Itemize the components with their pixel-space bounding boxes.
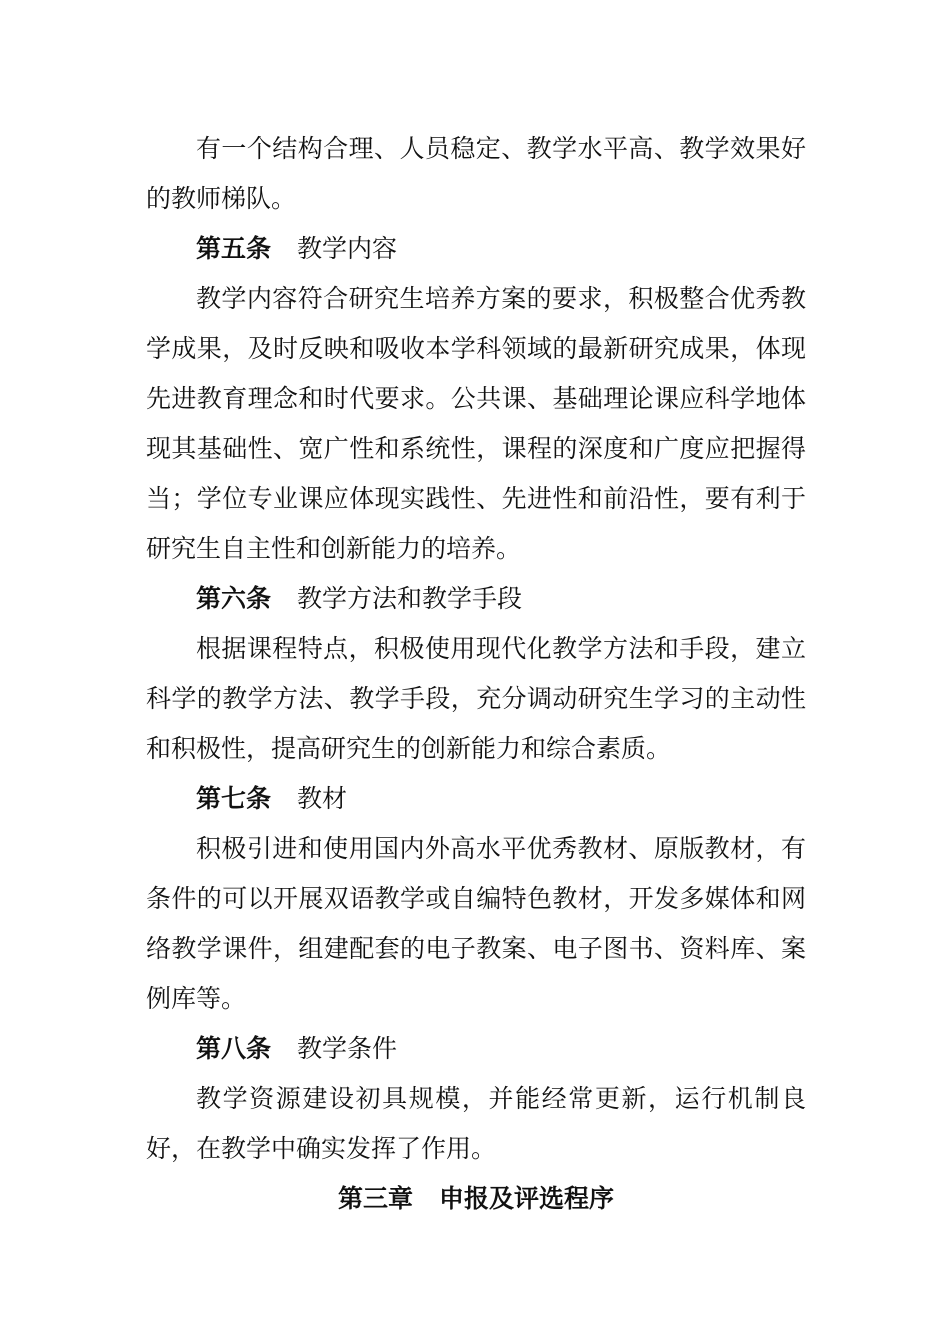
article-5-heading: [146, 224, 806, 274]
article-7-title: 教材: [297, 784, 348, 813]
article-6-title: 教学方法和教学手段: [297, 584, 523, 613]
chapter-3-title: 申报及评选程序: [439, 1184, 615, 1213]
paragraph-teacher-team: 有一个结构合理、人员稳定、教学水平高、教学效果好的教师梯队。: [146, 134, 806, 213]
paragraph-textbooks: 积极引进和使用国内外高水平优秀教材、原版教材，有条件的可以开展双语教学或自编特色教材，开发多媒体和网络教学课件，组建配套的电子教案、电子图书、资料库、案例库等。: [146, 834, 806, 1013]
article-5-number: 第五条: [196, 234, 272, 263]
paragraph-teaching-conditions: 教学资源建设初具规模，并能经常更新，运行机制良好，在教学中确实发挥了作用。: [146, 1084, 806, 1163]
chapter-3-number: 第三章: [337, 1184, 413, 1213]
article-8-heading: [146, 1024, 806, 1074]
article-6-heading: [146, 574, 806, 624]
article-8-number: 第八条: [196, 1034, 272, 1063]
article-7-number: 第七条: [196, 784, 272, 813]
article-7-heading: [146, 774, 806, 824]
article-5-title: 教学内容: [297, 234, 398, 263]
chapter-3-heading: [146, 1174, 806, 1224]
paragraph-teaching-methods: 根据课程特点，积极使用现代化教学方法和手段，建立科学的教学方法、教学手段，充分调动研究生学习的主动性和积极性，提高研究生的创新能力和综合素质。: [146, 634, 806, 763]
article-6-number: 第六条: [196, 584, 272, 613]
paragraph-teaching-content: 教学内容符合研究生培养方案的要求，积极整合优秀教学成果，及时反映和吸收本学科领域的最新研究成果，体现先进教育理念和时代要求。公共课、基础理论课应科学地体现其基础性、宽广性和系统性，课程的深度和广度应把握得当；学位专业课应体现实践性、先进性和前沿性，要有利于研究生自主性和创新能力的培养。: [146, 284, 806, 563]
document-page: [146, 124, 806, 1224]
article-8-title: 教学条件: [297, 1034, 398, 1063]
